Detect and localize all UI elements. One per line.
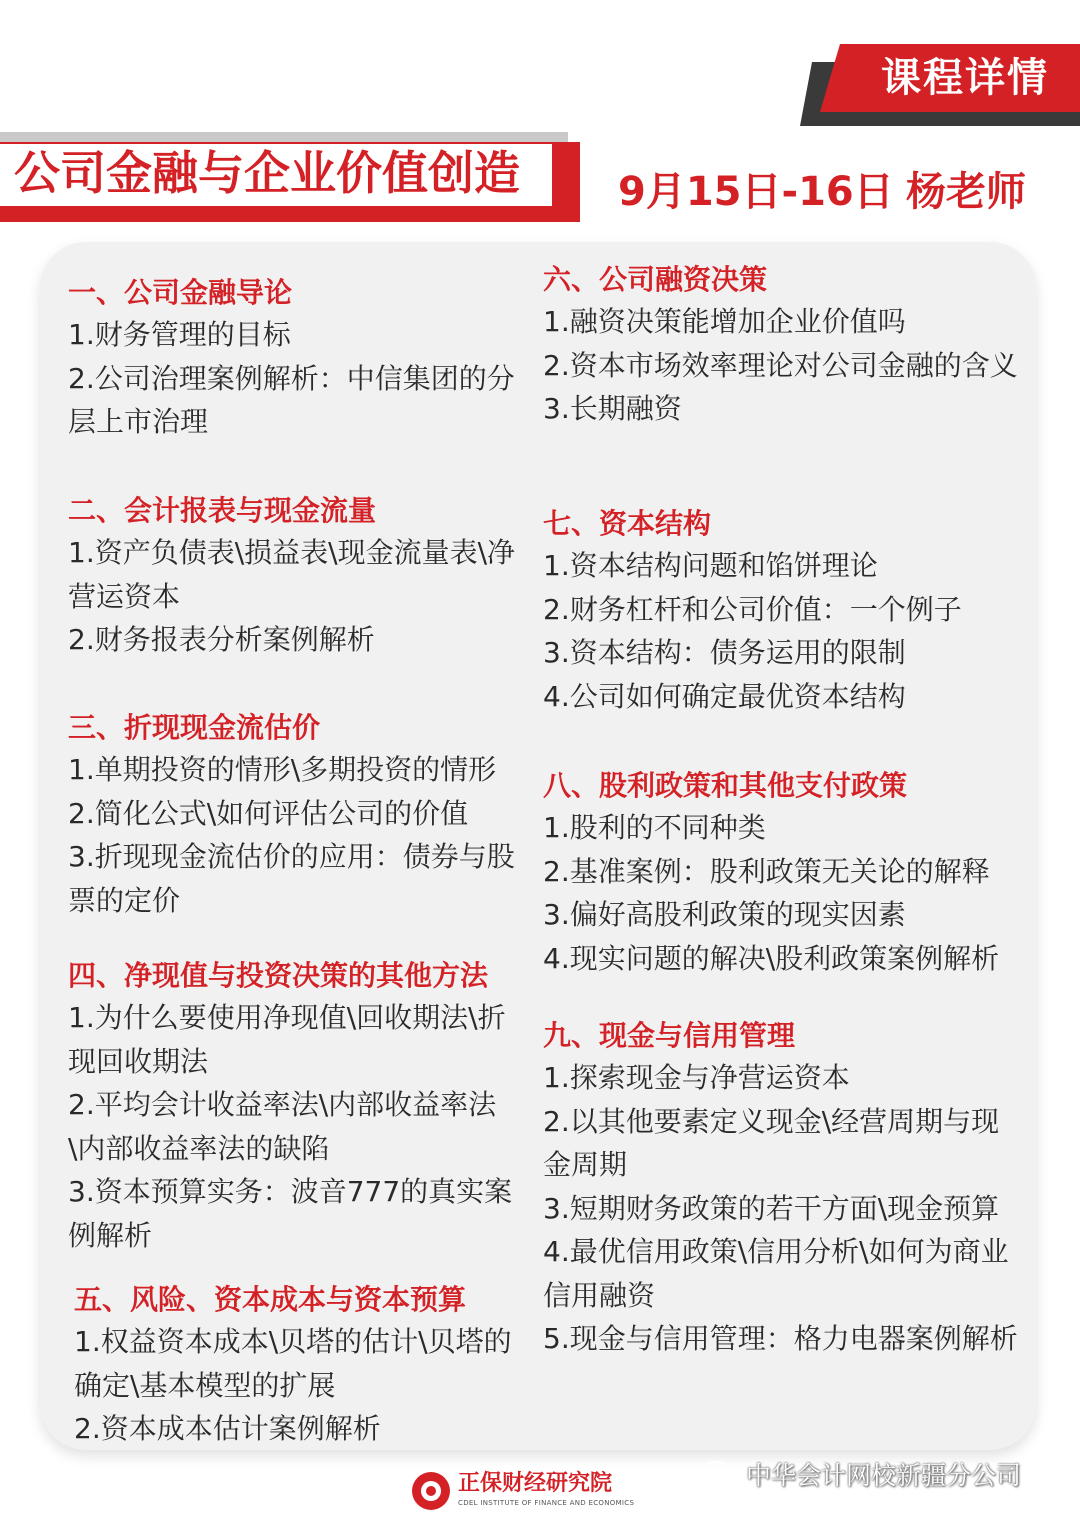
section-title: 二、会计报表与现金流量 <box>68 494 377 527</box>
section-title: 五、风险、资本成本与资本预算 <box>74 1283 467 1316</box>
tag-label: 课程详情 <box>881 55 1049 101</box>
teacher-name: 杨老师 <box>906 169 1026 215</box>
section-item: 3.偏好高股利政策的现实因素 <box>543 898 906 931</box>
section-item: 3.资本预算实务：波音777的真实案例解析 <box>68 1175 513 1252</box>
section-item: 2.财务报表分析案例解析 <box>68 623 375 656</box>
section-title: 七、资本结构 <box>543 507 712 540</box>
syllabus-section <box>68 708 520 922</box>
section-title: 八、股利政策和其他支付政策 <box>543 769 908 802</box>
syllabus-section <box>543 1016 1023 1361</box>
section-title: 九、现金与信用管理 <box>543 1019 796 1052</box>
section-item: 1.财务管理的目标 <box>68 318 291 351</box>
section-item: 5.现金与信用管理：格力电器案例解析 <box>543 1322 1018 1355</box>
wechat-account-name: 中华会计网校新疆分公司 <box>746 1461 1022 1490</box>
course-date: 9月15日-16日 <box>618 169 894 215</box>
section-item: 1.权益资本成本\贝塔的估计\贝塔的确定\基本模型的扩展 <box>74 1325 512 1402</box>
section-item: 2.平均会计收益率法\内部收益率法\内部收益率法的缺陷 <box>68 1088 497 1165</box>
section-item: 2.公司治理案例解析：中信集团的分层上市治理 <box>68 361 515 438</box>
syllabus-section <box>74 1280 526 1451</box>
section-title: 三、折现现金流估价 <box>68 711 321 744</box>
section-item: 3.短期财务政策的若干方面\现金预算 <box>543 1191 1000 1225</box>
section-item: 2.资本成本估计案例解析 <box>74 1412 381 1445</box>
syllabus-section <box>543 260 1023 431</box>
institute-logo <box>412 1470 652 1514</box>
logo-subtitle: CDEL INSTITUTE OF FINANCE AND ECONOMICS <box>458 1499 635 1507</box>
section-title: 一、公司金融导论 <box>68 276 293 309</box>
section-item: 3.折现现金流估价的应用：债券与股票的定价 <box>68 840 515 917</box>
section-title: 六、公司融资决策 <box>543 263 768 296</box>
section-item: 3.长期融资 <box>543 392 682 425</box>
section-item: 1.资产负债表\损益表\现金流量表\净营运资本 <box>68 536 516 613</box>
syllabus-section <box>543 766 1023 980</box>
section-item: 1.资本结构问题和馅饼理论 <box>543 549 878 582</box>
section-item: 1.探索现金与净营运资本 <box>543 1061 850 1094</box>
course-title: 公司金融与企业价值创造 <box>14 146 520 200</box>
logo-mark-icon <box>412 1472 450 1510</box>
section-item: 2.以其他要素定义现金\经营周期与现金周期 <box>543 1104 1000 1181</box>
section-item: 1.为什么要使用净现值\回收期法\折现回收期法 <box>68 1001 506 1078</box>
course-details-tag <box>800 44 1080 126</box>
section-item: 4.公司如何确定最优资本结构 <box>543 679 906 713</box>
syllabus-section <box>68 956 520 1257</box>
section-item: 1.单期投资的情形\多期投资的情形 <box>68 753 497 786</box>
section-item: 2.简化公式\如何评估公司的价值 <box>68 796 469 830</box>
logo-name: 正保财经研究院 <box>458 1471 613 1496</box>
section-title: 四、净现值与投资决策的其他方法 <box>68 959 489 992</box>
section-item: 1.股利的不同种类 <box>543 811 766 844</box>
section-item: 2.基准案例：股利政策无关论的解释 <box>543 854 990 888</box>
syllabus-section <box>68 491 520 662</box>
syllabus-section <box>543 504 1023 718</box>
section-item: 2.资本市场效率理论对公司金融的含义 <box>543 348 1018 382</box>
section-item: 4.现实问题的解决\股利政策案例解析 <box>543 941 1000 975</box>
wechat-watermark <box>702 1456 1062 1496</box>
wechat-icon <box>702 1460 740 1492</box>
section-item: 3.资本结构：债务运用的限制 <box>543 636 906 669</box>
section-item: 1.融资决策能增加企业价值吗 <box>543 305 906 338</box>
syllabus-section <box>68 273 520 444</box>
section-item: 4.最优信用政策\信用分析\如何为商业信用融资 <box>543 1235 1009 1312</box>
section-item: 2.财务杠杆和公司价值：一个例子 <box>543 592 962 626</box>
